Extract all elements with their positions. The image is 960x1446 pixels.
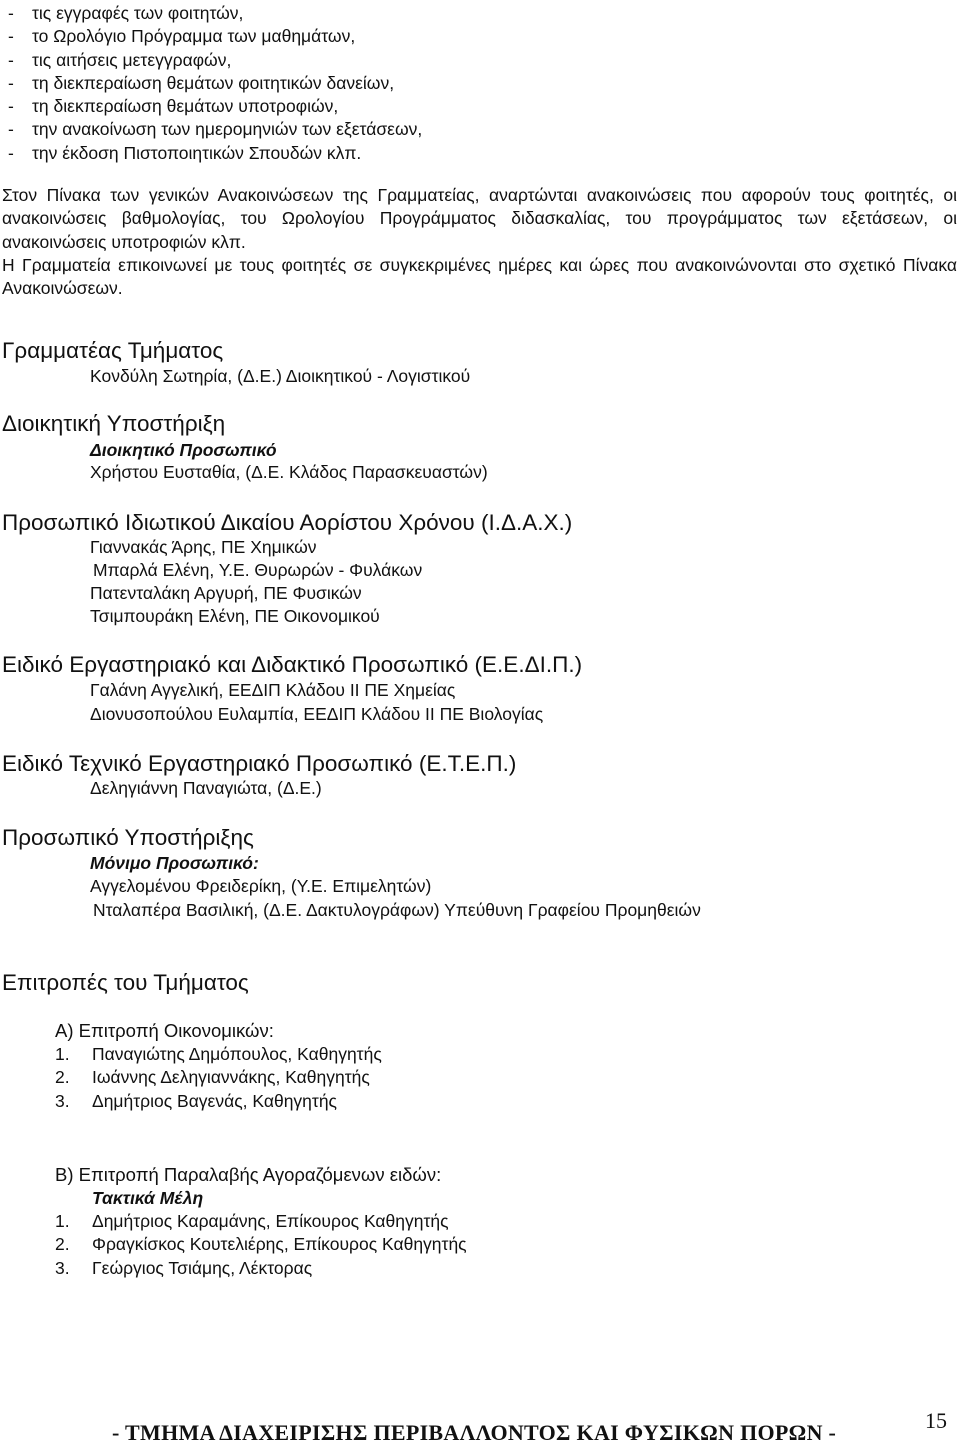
list-item xyxy=(8,25,422,48)
staff-member: Νταλαπέρα Βασιλική, (Δ.Ε. Δακτυλογράφων) Υπεύθυνη Γραφείου Προμηθειών xyxy=(93,900,701,920)
admin-staff-person: Χρήστου Ευσταθία, (Δ.Ε. Κλάδος Παρασκευαστών) xyxy=(90,462,488,482)
list-item xyxy=(8,2,422,25)
procurement-committee-members xyxy=(55,1210,467,1280)
member-name: Ιωάννης Δεληγιαννάκης, Καθηγητής xyxy=(92,1067,370,1088)
bullet-dash: - xyxy=(8,119,14,140)
procurement-committee-title: Β) Επιτροπή Παραλαβής Αγοραζόμενων ειδών: xyxy=(55,1164,442,1185)
finance-committee-title: Α) Επιτροπή Οικονομικών: xyxy=(55,1020,274,1041)
regular-members-subheading: Τακτικά Μέλη xyxy=(92,1188,204,1208)
communication-paragraph: Η Γραμματεία επικοινωνεί με τους φοιτητές σε συγκεκριμένες ημέρες και ώρες που ανακοινώνονται στο σχετικό Πίνακα Ανακοινώσεων. xyxy=(2,255,957,299)
committees-heading: Επιτροπές του Τμήματος xyxy=(2,970,249,995)
list-item-text: την έκδοση Πιστοποιητικών Σπουδών κλπ. xyxy=(32,142,362,163)
announcements-paragraph: Στον Πίνακα των γενικών Ανακοινώσεων της Γραμματείας, αναρτώνται ανακοινώσεις που αφορούν τους φοιτητές, οι ανακοινώσεις βαθμολογίας, του Ωρολογίου Προγράμματος διδασκαλίας, του προγράμματος των εξετάσεων, οι ανακοινώσεις υποτροφιών κλπ. xyxy=(2,185,957,252)
bullet-dash: - xyxy=(8,96,14,117)
admin-support-heading: Διοικητική Υποστήριξη xyxy=(2,411,226,436)
staff-member: Μπαρλά Ελένη, Υ.Ε. Θυρωρών - Φυλάκων xyxy=(93,560,423,580)
list-item xyxy=(55,1210,467,1233)
lab-technical-heading: Ειδικό Τεχνικό Εργαστηριακό Προσωπικό (Ε.Τ.Ε.Π.) xyxy=(2,751,517,776)
member-name: Γεώργιος Τσιάμης, Λέκτορας xyxy=(92,1257,313,1278)
bullet-dash: - xyxy=(8,26,14,47)
list-item xyxy=(8,118,422,141)
list-item xyxy=(8,72,422,95)
staff-member: Δεληγιάννη Παναγιώτα, (Δ.Ε.) xyxy=(90,778,322,798)
member-name: Δημήτριος Καραμάνης, Επίκουρος Καθηγητής xyxy=(92,1211,449,1231)
list-item xyxy=(55,1090,382,1113)
staff-member: Διονυσοπούλου Ευλαμπία, ΕΕΔΙΠ Κλάδου ΙΙ ΠΕ Βιολογίας xyxy=(90,704,544,724)
finance-committee-members xyxy=(55,1043,382,1113)
member-name: Δημήτριος Βαγενάς, Καθηγητής xyxy=(92,1090,337,1111)
member-name: Φραγκίσκος Κουτελιέρης, Επίκουρος Καθηγητής xyxy=(92,1234,467,1255)
page-footer: - ΤΜΗΜΑ ΔΙΑΧΕΙΡΙΣΗΣ ΠΕΡΙΒΑΛΛΟΝΤΟΣ ΚΑΙ ΦΥΣΙΚΩΝ ΠΟΡΩΝ - xyxy=(112,1420,837,1445)
member-name: Παναγιώτης Δημόπουλος, Καθηγητής xyxy=(92,1044,382,1064)
item-number: 2. xyxy=(55,1234,70,1255)
bullet-dash: - xyxy=(8,3,14,23)
staff-member: Τσιμπουράκη Ελένη, ΠΕ Οικονομικού xyxy=(90,606,380,626)
list-item-text: τη διεκπεραίωση θεμάτων υποτροφιών, xyxy=(32,96,339,117)
list-item-text: τη διεκπεραίωση θεμάτων φοιτητικών δανείων, xyxy=(32,72,395,93)
staff-member: Γαλάνη Αγγελική, ΕΕΔΙΠ Κλάδου ΙΙ ΠΕ Χημείας xyxy=(90,680,456,700)
staff-member: Πατενταλάκη Αργυρή, ΠΕ Φυσικών xyxy=(90,583,362,603)
list-item-text: την ανακοίνωση των ημερομηνιών των εξετάσεων, xyxy=(32,119,423,140)
secretary-heading: Γραμματέας Τμήματος xyxy=(2,338,224,363)
support-staff-heading: Προσωπικό Υποστήριξης xyxy=(2,825,254,850)
admin-staff-subheading: Διοικητικό Προσωπικό xyxy=(90,440,277,460)
item-number: 1. xyxy=(55,1044,70,1064)
item-number: 3. xyxy=(55,1090,70,1111)
staff-member: Γιαννακάς Άρης, ΠΕ Χημικών xyxy=(90,537,317,557)
item-number: 1. xyxy=(55,1211,70,1231)
secretary-person: Κονδύλη Σωτηρία, (Δ.Ε.) Διοικητικού - Λογιστικού xyxy=(90,366,471,386)
list-item xyxy=(55,1257,467,1280)
bullet-dash: - xyxy=(8,72,14,93)
list-item xyxy=(55,1043,382,1066)
list-item xyxy=(8,142,422,165)
secretariat-duties-list xyxy=(8,2,422,165)
staff-member: Αγγελομένου Φρειδερίκη, (Υ.Ε. Επιμελητών) xyxy=(90,876,432,896)
private-law-heading: Προσωπικό Ιδιωτικού Δικαίου Αορίστου Χρόνου (Ι.Δ.Α.Χ.) xyxy=(2,510,573,535)
list-item-text: τις εγγραφές των φοιτητών, xyxy=(32,3,244,23)
list-item xyxy=(8,49,422,72)
lab-teaching-heading: Ειδικό Εργαστηριακό και Διδακτικό Προσωπικό (Ε.Ε.ΔΙ.Π.) xyxy=(2,652,583,677)
item-number: 2. xyxy=(55,1067,70,1088)
list-item-text: τις αιτήσεις μετεγγραφών, xyxy=(32,49,232,70)
list-item xyxy=(55,1233,467,1256)
page-number: 15 xyxy=(925,1408,947,1433)
item-number: 3. xyxy=(55,1257,70,1278)
list-item-text: το Ωρολόγιο Πρόγραμμα των μαθημάτων, xyxy=(32,26,356,47)
list-item xyxy=(8,95,422,118)
list-item xyxy=(55,1066,382,1089)
bullet-dash: - xyxy=(8,49,14,70)
permanent-staff-subheading: Μόνιμο Προσωπικό: xyxy=(90,853,259,873)
bullet-dash: - xyxy=(8,142,14,163)
